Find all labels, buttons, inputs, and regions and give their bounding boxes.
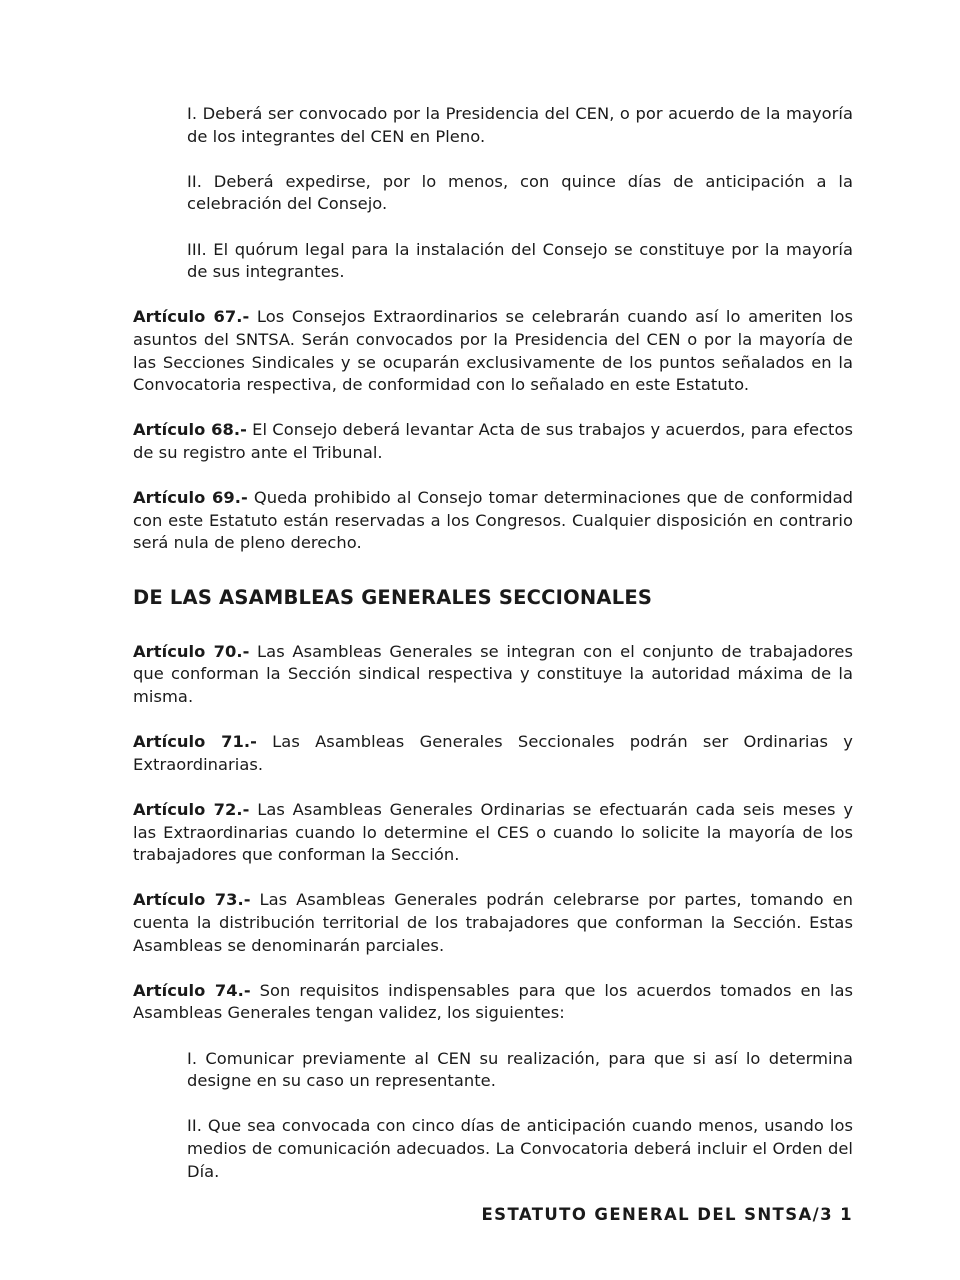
article-text: Queda prohibido al Consejo tomar determinaciones que de conformidad con este Estatuto están reservadas a los Congresos. Cualquier disposición en contrario será nula de pleno derecho. bbox=[133, 488, 853, 553]
article-text: Las Asambleas Generales podrán celebrarse por partes, tomando en cuenta la distribución territorial de los trabajadores que conforman la Sección. Estas Asambleas se denominarán parciales. bbox=[133, 890, 854, 955]
article-text: Las Asambleas Generales Seccionales podrán ser Ordinarias y Extraordinarias. bbox=[133, 732, 853, 774]
list-item: III. El quórum legal para la instalación del Consejo se constituye por la mayoría de sus integrantes. bbox=[187, 239, 853, 282]
article-text: Las Asambleas Generales se integran con el conjunto de trabajadores que conforman la Sección sindical respectiva y constituye la autoridad máxima de la misma. bbox=[133, 641, 853, 707]
article-67 bbox=[133, 306, 853, 396]
article-text: Las Asambleas Generales Ordinarias se efectuarán cada seis meses y las Extraordinarias cuando lo determine el CES o cuando lo solicite la mayoría de los trabajadores que conforman la Sección. bbox=[133, 800, 854, 865]
list-item: II. Deberá expedirse, por lo menos, con quince días de anticipación a la celebración del Consejo. bbox=[187, 171, 853, 214]
article-text: Son requisitos indispensables para que los acuerdos tomados en las Asambleas Generales tengan validez, los siguientes: bbox=[133, 980, 854, 1023]
article-label: Artículo 67.- bbox=[133, 307, 250, 327]
article-68 bbox=[133, 419, 853, 464]
article-label: Artículo 71.- bbox=[133, 732, 257, 752]
article-text: Los Consejos Extraordinarios se celebrarán cuando así lo ameriten los asuntos del SNTSA. Serán convocados por la Presidencia del CEN o por la mayoría de las Secciones Sindicales y se ocuparán exclusivamente de los puntos señalados en la Convocatoria respectiva, de conformidad con lo señalado en este Estatuto. bbox=[133, 307, 853, 395]
article-72 bbox=[133, 799, 853, 867]
list-item: I. Deberá ser convocado por la Presidencia del CEN, o por acuerdo de la mayoría de los integrantes del CEN en Pleno. bbox=[187, 104, 853, 146]
article-70 bbox=[133, 641, 853, 709]
document-page bbox=[133, 103, 853, 1183]
article-text: El Consejo deberá levantar Acta de sus trabajos y acuerdos, para efectos de su registro ante el Tribunal. bbox=[133, 420, 854, 462]
article-71 bbox=[133, 731, 853, 776]
list-item: II. Que sea convocada con cinco días de anticipación cuando menos, usando los medios de comunicación adecuados. La Convocatoria deberá incluir el Orden del Día. bbox=[187, 1116, 853, 1181]
page-footer: ESTATUTO GENERAL DEL SNTSA/3 1 bbox=[481, 1205, 853, 1224]
article-74 bbox=[133, 980, 853, 1025]
section-heading: DE LAS ASAMBLEAS GENERALES SECCIONALES bbox=[133, 585, 653, 609]
article-label: Artículo 69.- bbox=[133, 488, 248, 508]
article-label: Artículo 70.- bbox=[133, 641, 250, 661]
article-label: Artículo 68.- bbox=[133, 420, 247, 440]
article-69 bbox=[133, 487, 853, 555]
list-item: I. Comunicar previamente al CEN su realización, para que si así lo determina designe en su caso un representante. bbox=[187, 1048, 853, 1091]
article-73 bbox=[133, 889, 853, 957]
article-label: Artículo 73.- bbox=[133, 890, 251, 910]
article-label: Artículo 72.- bbox=[133, 800, 250, 820]
article-label: Artículo 74.- bbox=[133, 980, 251, 1000]
